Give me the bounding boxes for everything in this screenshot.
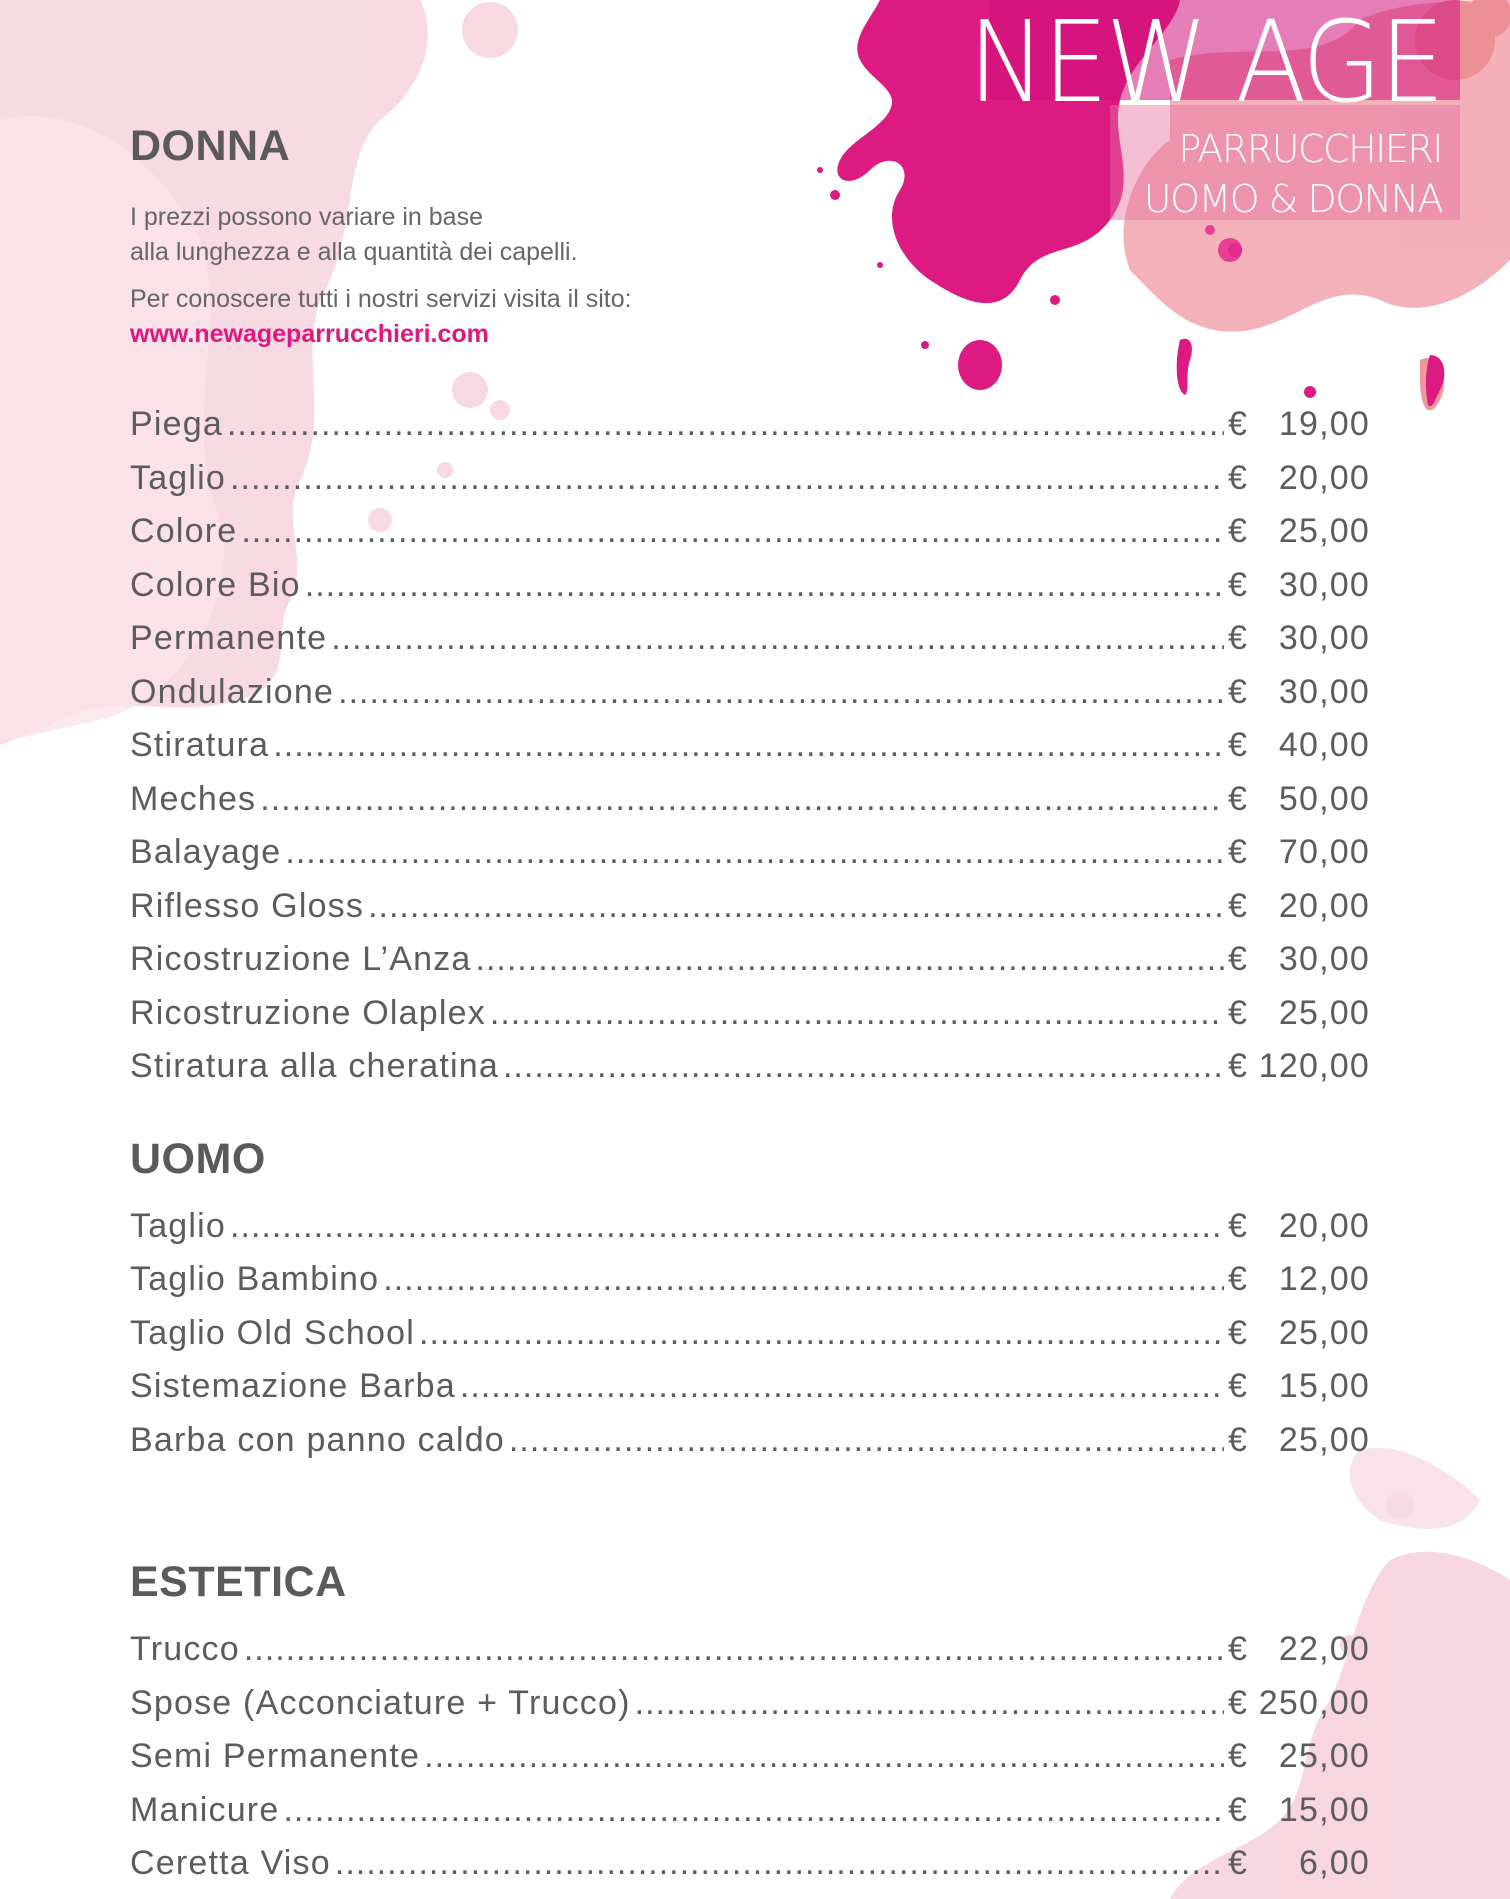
list-item [130,1367,1370,1421]
item-price [1228,619,1370,658]
leader-dots [368,887,1224,926]
donna-intro [130,200,632,352]
item-price [1228,1421,1370,1460]
item-name: Ondulazione [130,673,335,711]
price-value: 25,00 [1278,1737,1370,1775]
item-name: Meches [130,780,257,818]
list-item [130,673,1370,727]
currency: € [1228,1421,1249,1459]
price-value: 25,00 [1278,994,1370,1032]
list-item [130,1207,1370,1261]
currency: € [1228,619,1249,657]
item-name: Taglio Old School [130,1314,415,1352]
leader-dots [244,1630,1224,1669]
leader-dots [460,1367,1224,1406]
price-value: 70,00 [1278,833,1370,871]
item-price [1228,1047,1370,1086]
list-item [130,619,1370,673]
item-price [1228,1737,1370,1776]
list-item [130,726,1370,780]
item-price [1228,994,1370,1033]
price-value: 120,00 [1258,1047,1370,1085]
leader-dots [241,512,1224,551]
item-name: Stiratura alla cheratina [130,1047,499,1085]
item-name: Ricostruzione L’Anza [130,940,472,978]
leader-dots [273,726,1224,765]
price-value: 30,00 [1278,940,1370,978]
price-value: 12,00 [1278,1260,1370,1298]
leader-dots [260,780,1224,819]
leader-dots [419,1314,1224,1353]
price-value: 40,00 [1278,726,1370,764]
item-price [1228,1314,1370,1353]
list-item [130,1421,1370,1475]
leader-dots [335,1844,1224,1883]
currency: € [1228,1684,1249,1722]
list-item [130,405,1370,459]
item-price [1228,1791,1370,1830]
list-item [130,780,1370,834]
item-name: Trucco [130,1630,240,1668]
intro-visit-text: Per conoscere tutti i nostri servizi visita il sito: [130,285,632,313]
list-item [130,512,1370,566]
price-value: 25,00 [1278,512,1370,550]
item-name: Ricostruzione Olaplex [130,994,486,1032]
price-value: 25,00 [1278,1314,1370,1352]
list-item [130,1844,1370,1898]
leader-dots [424,1737,1224,1776]
item-name: Barba con panno caldo [130,1421,505,1459]
intro-note-line1: I prezzi possono variare in base [130,203,483,231]
leader-dots [305,566,1224,605]
currency: € [1228,673,1249,711]
currency: € [1228,833,1249,871]
list-item [130,1260,1370,1314]
list-item [130,1047,1370,1101]
currency: € [1228,1367,1249,1405]
item-price [1228,1207,1370,1246]
list-item [130,1314,1370,1368]
item-name: Colore [130,512,238,550]
leader-dots [383,1260,1224,1299]
leader-dots [285,833,1224,872]
website-link[interactable]: www.newageparrucchieri.com [130,320,489,348]
section-title-donna: DONNA [130,122,291,170]
item-name: Piega [130,405,223,443]
list-item [130,994,1370,1048]
currency: € [1228,566,1249,604]
price-value: 20,00 [1278,459,1370,497]
currency: € [1228,994,1249,1032]
item-price [1228,405,1370,444]
list-item [130,940,1370,994]
brand-title: NEW AGE [967,0,1442,128]
price-value: 15,00 [1278,1791,1370,1829]
item-name: Taglio [130,1207,227,1245]
currency: € [1228,780,1249,818]
item-name: Permanente [130,619,328,657]
leader-dots [476,940,1224,979]
brand-subtitle-line2: UOMO & DONNA [1143,177,1442,221]
leader-dots [331,619,1224,658]
currency: € [1228,887,1249,925]
price-value: 20,00 [1278,1207,1370,1245]
price-value: 30,00 [1278,619,1370,657]
item-name: Colore Bio [130,566,301,604]
list-item [130,566,1370,620]
brand-subtitle-line1: PARRUCCHIERI [1178,127,1442,171]
list-item [130,833,1370,887]
leader-dots [230,1207,1224,1246]
item-price [1228,512,1370,551]
item-price [1228,1630,1370,1669]
leader-dots [283,1791,1224,1830]
item-price [1228,1684,1370,1723]
leader-dots [503,1047,1224,1086]
price-value: 30,00 [1278,673,1370,711]
list-item [130,1737,1370,1791]
item-price [1228,566,1370,605]
item-price [1228,726,1370,765]
item-price [1228,887,1370,926]
item-name: Balayage [130,833,282,871]
price-value: 20,00 [1278,887,1370,925]
list-item [130,1684,1370,1738]
item-name: Semi Permanente [130,1737,421,1775]
item-price [1228,459,1370,498]
item-price [1228,1260,1370,1299]
item-price [1228,833,1370,872]
intro-note-line2: alla lunghezza e alla quantità dei capelli. [130,238,578,266]
item-name: Ceretta Viso [130,1844,331,1882]
price-value: 22,00 [1278,1630,1370,1668]
list-item [130,1630,1370,1684]
item-price [1228,940,1370,979]
price-value: 25,00 [1278,1421,1370,1459]
currency: € [1228,1844,1249,1882]
item-price [1228,1844,1370,1883]
item-name: Taglio Bambino [130,1260,380,1298]
item-price [1228,780,1370,819]
currency: € [1228,1630,1249,1668]
currency: € [1228,1260,1249,1298]
currency: € [1228,405,1249,443]
currency: € [1228,512,1249,550]
price-value: 250,00 [1258,1684,1370,1722]
section-title-estetica: ESTETICA [130,1558,347,1606]
item-name: Spose (Acconciature + Trucco) [130,1684,631,1722]
item-name: Taglio [130,459,227,497]
item-name: Stiratura [130,726,270,764]
leader-dots [509,1421,1224,1460]
leader-dots [338,673,1224,712]
item-name: Sistemazione Barba [130,1367,456,1405]
price-value: 6,00 [1299,1844,1370,1882]
list-item [130,887,1370,941]
leader-dots [490,994,1224,1033]
brand-logo [967,0,1442,224]
currency: € [1228,1737,1249,1775]
currency: € [1228,726,1249,764]
leader-dots [230,459,1224,498]
currency: € [1228,940,1249,978]
price-value: 15,00 [1278,1367,1370,1405]
list-item [130,1791,1370,1845]
currency: € [1228,459,1249,497]
list-item [130,459,1370,513]
price-value: 50,00 [1278,780,1370,818]
price-value: 30,00 [1278,566,1370,604]
item-price [1228,1367,1370,1406]
item-name: Riflesso Gloss [130,887,365,925]
leader-dots [227,405,1224,444]
item-name: Manicure [130,1791,280,1829]
currency: € [1228,1207,1249,1245]
price-value: 19,00 [1278,405,1370,443]
currency: € [1228,1047,1249,1085]
leader-dots [635,1684,1224,1723]
currency: € [1228,1791,1249,1829]
item-price [1228,673,1370,712]
currency: € [1228,1314,1249,1352]
section-title-uomo: UOMO [130,1135,266,1183]
